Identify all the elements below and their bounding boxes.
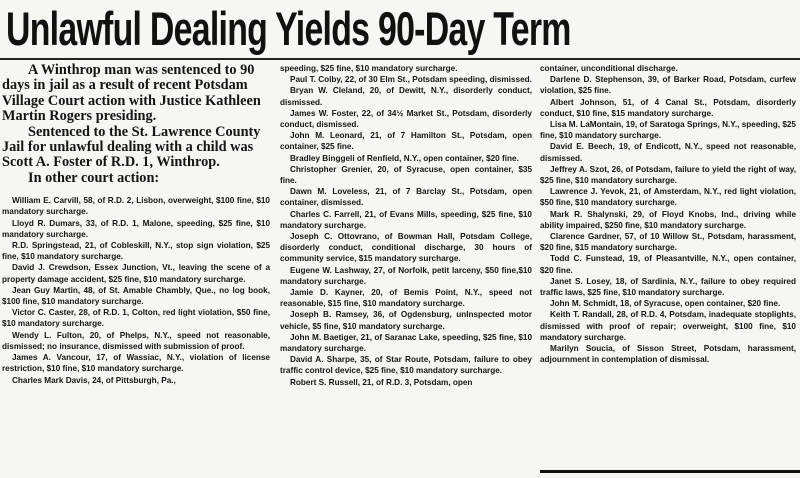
court-entry: David A. Sharpe, 35, of Star Route, Potsdam, failure to obey traffic control device, $25 fine, $10 mandatory surcharge. <box>280 355 532 376</box>
court-entry: John M. Leonard, 21, of 7 Hamilton St., Potsdam, open container, $25 fine. <box>280 131 532 152</box>
headline-rule <box>0 58 800 60</box>
lede-paragraph: Sentenced to the St. Lawrence County Jail for unlawful dealing with a child was Scott A. Foster of R.D. 1, Winthrop. <box>2 123 261 171</box>
court-entry: Bryan W. Cleland, 20, of Dewitt, N.Y., disorderly conduct, dismissed. <box>280 86 532 107</box>
court-entry: Janet S. Losey, 18, of Sardinia, N.Y., failure to obey required traffic laws, $25 fine, $10 mandatory surcharge. <box>540 276 796 298</box>
court-entry: David J. Crewdson, Essex Junction, Vt., leaving the scene of a property damage accident, $25 fine, $10 mandatory surcharge. <box>2 263 270 284</box>
court-entry: Victor C. Caster, 28, of R.D. 1, Colton, red light violation, $50 fine, $10 mandatory surcharge. <box>2 308 270 329</box>
column-2 <box>280 63 532 476</box>
court-entry: Jeffrey A. Szot, 26, of Potsdam, failure to yield the right of way, $25 fine, $10 mandatory surcharge. <box>540 164 796 186</box>
court-entry: James A. Vancour, 17, of Wassiac, N.Y., violation of license restriction, $10 fine, $10 mandatory surcharge. <box>2 353 270 374</box>
court-entry: Christopher Grenier, 20, of Syracuse, open container, $35 fine. <box>280 164 532 186</box>
court-entry: James W. Foster, 22, of 34½ Market St., Potsdam, disorderly conduct, dismissed. <box>280 108 532 130</box>
court-entry: John M. Baetiger, 21, of Saranac Lake, speeding, $25 fine, $10 mandatory surcharge. <box>280 332 532 354</box>
court-entry: Joseph B. Ramsey, 36, of Ogdensburg, unInspected motor vehicle, $5 fine, $10 mandatory surcharge. <box>280 310 532 331</box>
court-entries-column-1 <box>2 195 270 385</box>
court-entry: Bradley Binggeli of Renfield, N.Y., open container, $20 fine. <box>290 153 519 163</box>
court-entry: Wendy L. Fulton, 20, of Phelps, N.Y., speed not reasonable, dismissed; no insurance, dismissed with submission of proof. <box>2 330 270 351</box>
court-entry: R.D. Springstead, 21, of Cobleskill, N.Y., stop sign violation, $25 fine, $10 mandatory surcharge. <box>2 241 270 262</box>
court-entry: Jean Guy Martin, 48, of St. Amable Chambly, Que., no log book, $100 fine, $10 mandatory surcharge. <box>2 285 270 307</box>
court-entry: William E. Carvill, 58, of R.D. 2, Lisbon, overweight, $100 fine, $10 mandatory surcharge. <box>2 196 270 217</box>
continued-entry: speeding, $25 fine, $10 mandatory surcharge. <box>280 64 458 73</box>
court-entry: Albert Johnson, 51, of 4 Canal St., Potsdam, disorderly conduct, $10 fine, $15 mandatory surcharge. <box>540 97 796 118</box>
court-entry: Robert S. Russell, 21, of R.D. 3, Potsdam, open <box>290 377 473 387</box>
clipping-edge <box>540 470 800 473</box>
court-entry: Eugene W. Lashway, 27, of Norfolk, petit larceny, $50 fine,$10 mandatory surcharge. <box>280 265 532 286</box>
column-3 <box>540 63 796 476</box>
court-entry: Darlene D. Stephenson, 39, of Barker Road, Potsdam, curfew violation, $25 fine. <box>540 75 796 96</box>
court-entry: David E. Beech, 19, of Endicott, N.Y., speed not reasonable, dismissed. <box>540 142 796 163</box>
court-entry: Keith T. Randall, 28, of R.D. 4, Potsdam, inadequate stoplights, dismissed with proof of repair; overweight, $100 fine, $10 mandatory surcharge. <box>540 310 796 342</box>
court-entry: Clarence Gardner, 57, of 10 Willow St., Potsdam, harassment, $20 fine, $15 mandatory surcharge. <box>540 232 796 253</box>
court-entry: Charles C. Farrell, 21, of Evans Mills, speeding, $25 fine, $10 mandatory surcharge. <box>280 209 532 230</box>
court-entry: Lloyd R. Dumars, 33, of R.D. 1, Malone, speeding, $25 fine, $10 mandatory surcharge. <box>2 218 270 239</box>
continued-entry: container, unconditional discharge. <box>540 64 678 73</box>
court-entry: Paul T. Colby, 22, of 30 Elm St., Potsdam speeding, dismissed. <box>290 75 532 85</box>
column-1 <box>2 63 270 476</box>
court-entry: Dawn M. Loveless, 21, of 7 Barclay St., Potsdam, open container, dismissed. <box>280 187 532 208</box>
headline: Unlawful Dealing Yields 90-Day Term <box>6 2 571 55</box>
court-entry: Mark R. Shalynski, 29, of Floyd Knobs, Ind., driving while ability impaired, $250 fine, $10 mandatory surcharge. <box>540 209 796 230</box>
court-entry: Lawrence J. Yevok, 21, of Amsterdam, N.Y., red light violation, $50 fine, $10 mandatory surcharge. <box>540 187 796 208</box>
court-entry: Lisa M. LaMontain, 19, of Saratoga Springs, N.Y., speeding, $25 fine, $10 mandatory surcharge. <box>540 120 796 141</box>
court-entry: Joseph C. Ottovrano, of Bowman Hall, Potsdam College, disorderly conduct, conditional discharge, 30 hours of community service, $15 mandatory surcharge. <box>280 232 532 264</box>
lede-paragraph: In other court action: <box>28 169 160 186</box>
court-entry: Todd C. Funstead, 19, of Pleasantville, N.Y., open container, $20 fine. <box>540 254 796 275</box>
court-entry: Jamie D. Kayner, 20, of Bemis Point, N.Y., speed not reasonable, $15 fine, $10 mandatory surcharge. <box>280 288 532 309</box>
lede-paragraph: A Winthrop man was sentenced to 90 days in jail as a result of recent Potsdam Village Court action with Justice Kathleen Martin Rogers presiding. <box>2 63 261 125</box>
court-entry: Charles Mark Davis, 24, of Pittsburgh, Pa., <box>12 375 176 385</box>
court-entry: John M. Schmidt, 18, of Syracuse, open container, $20 fine. <box>550 299 781 309</box>
court-entry: Marilyn Soucia, of Sisson Street, Potsdam, harassment, adjournment in contemplation of dismissal. <box>540 344 796 365</box>
